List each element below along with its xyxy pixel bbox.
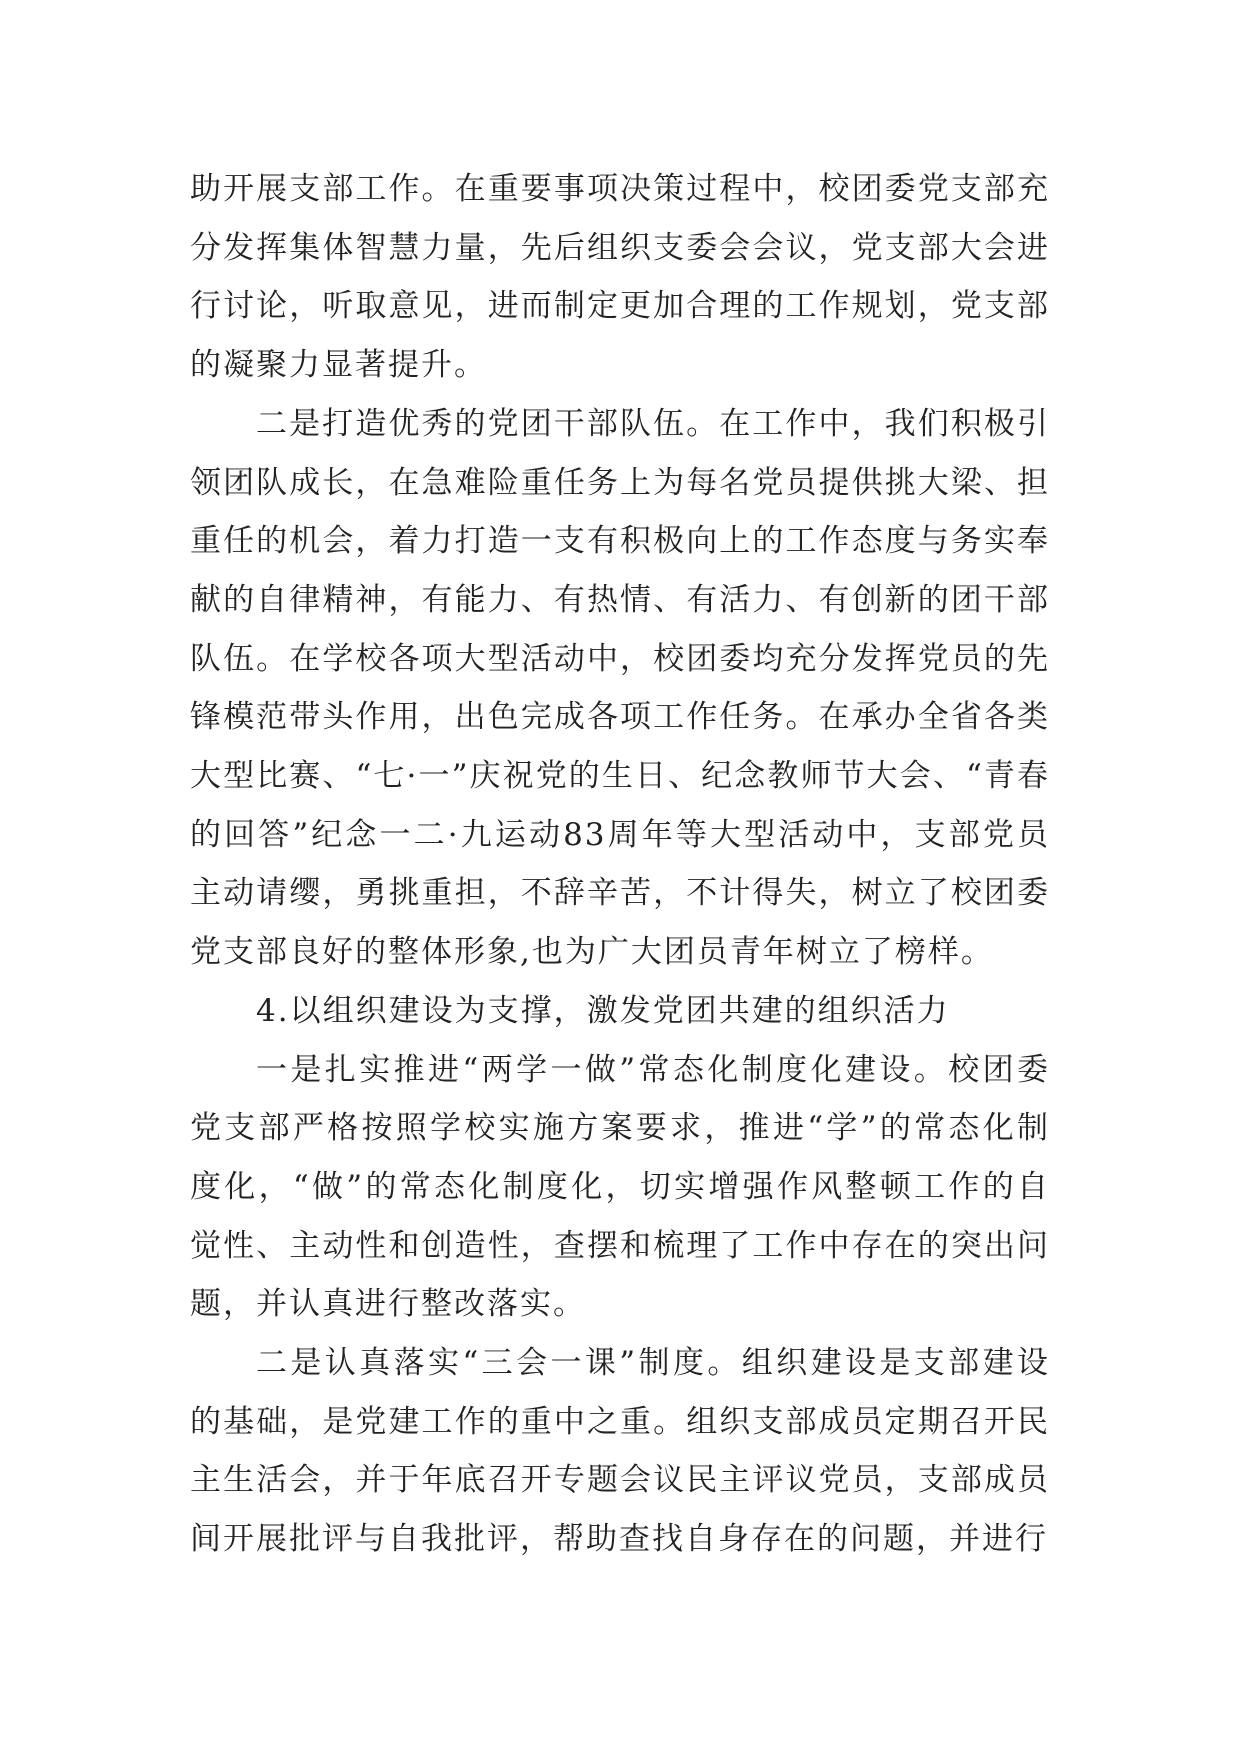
paragraph-continuation: 助开展支部工作。在重要事项决策过程中，校团委党支部充分发挥集体智慧力量，先后组织支委会会议，党支部大会进行讨论，听取意见，进而制定更加合理的工作规划，党支部的凝聚力显著提升。 (190, 171, 1050, 384)
document-body (190, 160, 1050, 1569)
paragraph-three-meetings: 二是认真落实“三会一课”制度。组织建设是支部建设的基础，是党建工作的重中之重。组织支部成员定期召开民主生活会，并于年底召开专题会议民主评议党员，支部成员间开展批评与自我批评，帮助查找自身存在的问题，并进行 (190, 1345, 1050, 1558)
section-heading: 4.以组织建设为支撑，激发党团共建的组织活力 (256, 992, 950, 1029)
paragraph-cadre-team: 二是打造优秀的党团干部队伍。在工作中，我们积极引领团队成长，在急难险重任务上为每名党员提供挑大梁、担重任的机会，着力打造一支有积极向上的工作态度与务实奉献的自律精神，有能力、有热情、有活力、有创新的团干部队伍。在学校各项大型活动中，校团委均充分发挥党员的先锋模范带头作用，出色完成各项工作任务。在承办全省各类大型比赛、“七·一”庆祝党的生日、纪念教师节大会、“青春的回答”纪念一二·九运动83周年等大型活动中，支部党员主动请缨，勇挑重担，不辞辛苦，不计得失，树立了校团委党支部良好的整体形象,也为广大团员青年树立了榜样。 (190, 405, 1050, 971)
paragraph-two-studies: 一是扎实推进“两学一做”常态化制度化建设。校团委党支部严格按照学校实施方案要求，推进“学”的常态化制度化，“做”的常态化制度化，切实增强作风整顿工作的自觉性、主动性和创造性，查摆和梳理了工作中存在的突出问题，并认真进行整改落实。 (190, 1051, 1050, 1323)
